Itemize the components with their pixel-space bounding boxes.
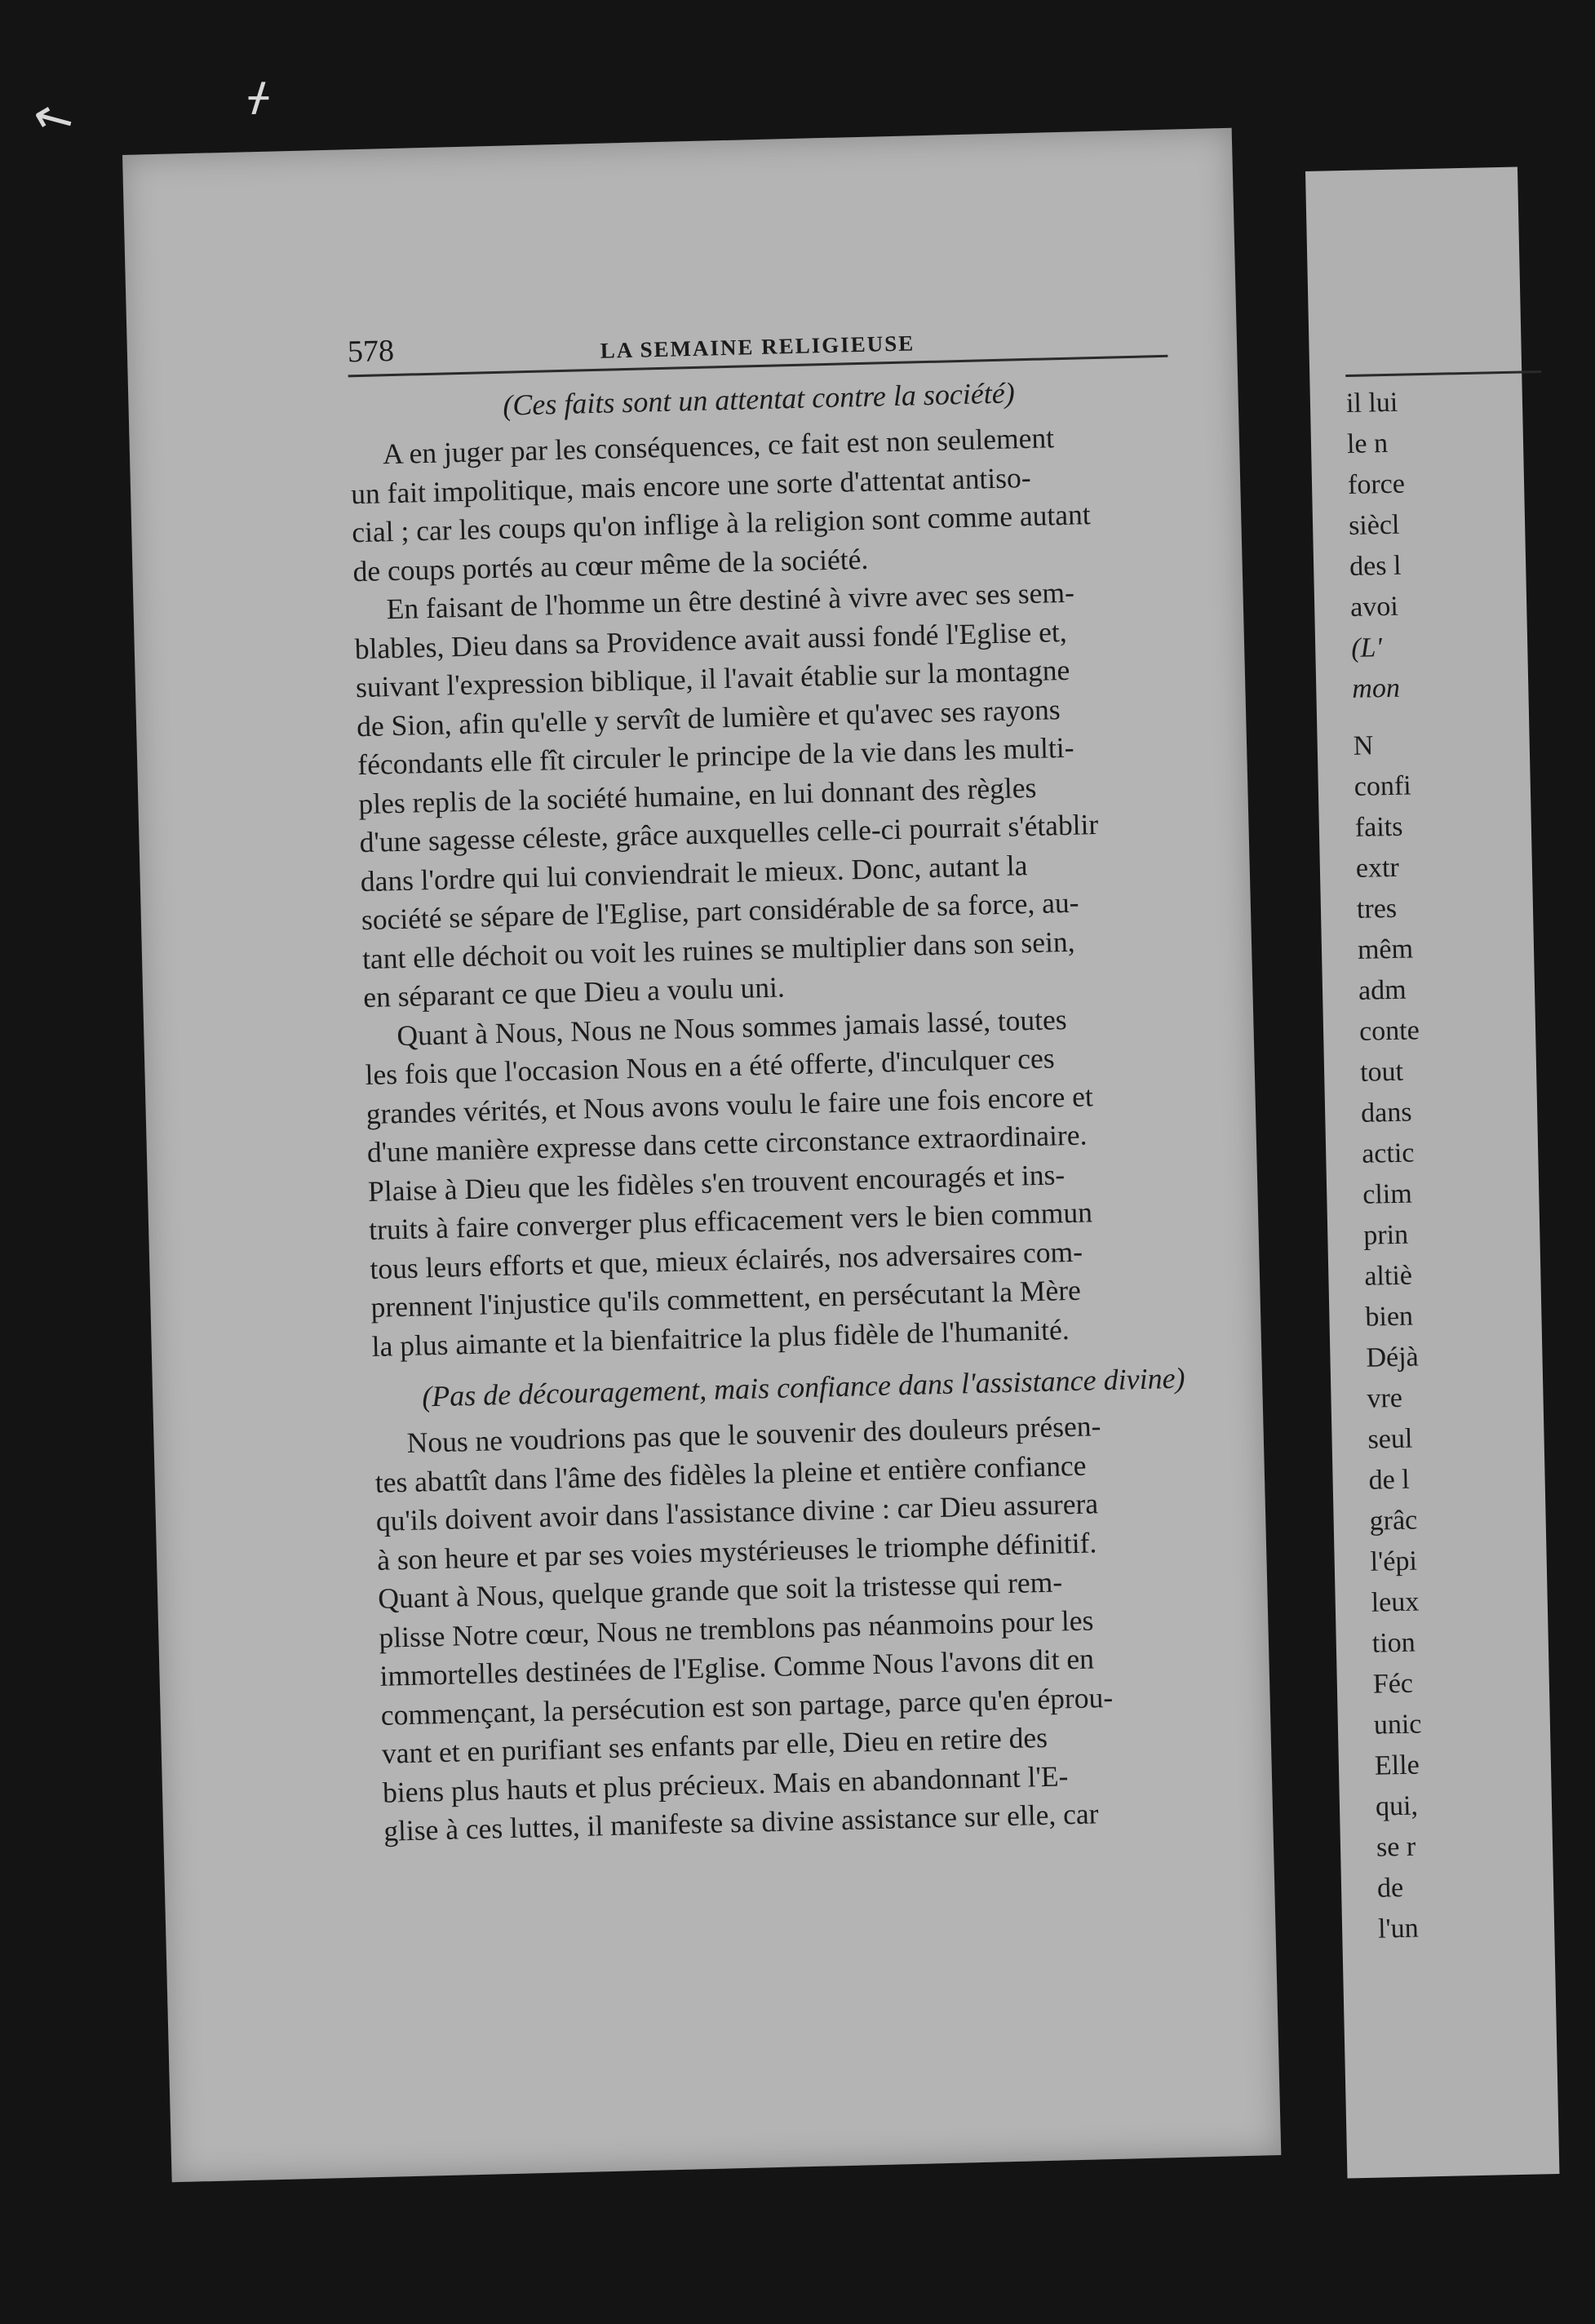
facing-page-fragment: grâc (1369, 1505, 1418, 1537)
text-line: d'une manière expresse dans cette circonstance extraordinaire. (366, 1118, 1088, 1169)
facing-page-rule (1345, 370, 1541, 377)
text-line: de coups portés au cœur même de la société. (352, 542, 869, 588)
text-line: dans l'ordre qui lui conviendrait le mieux. Donc, autant la (360, 848, 1028, 898)
text-line: Nous ne voudrions pas que le souvenir des douleurs présen- (406, 1409, 1101, 1459)
text-line: immortelles destinées de l'Eglise. Comme Nous l'avons dit en (379, 1642, 1095, 1692)
facing-page-fragment: tion (1371, 1627, 1416, 1659)
facing-page-fragment: altiè (1363, 1260, 1413, 1292)
facing-page-fragment: avoi (1349, 591, 1399, 623)
facing-page-fragment: se r (1376, 1831, 1416, 1863)
text-line: vant et en purifiant ses enfants par elle, Dieu en retire des (381, 1720, 1048, 1770)
page-number: 578 (347, 333, 395, 370)
text-line: truits à faire converger plus efficacement vers le bien commun (368, 1195, 1093, 1247)
facing-page-fragment: l'un (1377, 1913, 1420, 1945)
facing-page-fragment: (L' (1350, 632, 1383, 663)
running-title: LA SEMAINE RELIGIEUSE (600, 330, 915, 363)
facing-page-fragment: N (1353, 730, 1374, 761)
text-line: un fait impolitique, mais encore une sorte d'attentat antiso- (350, 460, 1031, 510)
facing-page-fragment: l'épi (1370, 1546, 1418, 1577)
facing-page-fragment: confi (1354, 770, 1412, 802)
text-line: les fois que l'occasion Nous en a été offerte, d'inculquer ces (365, 1041, 1055, 1092)
facing-page-fragment: tres (1356, 893, 1398, 925)
facing-page-fragment: Déjà (1366, 1342, 1420, 1373)
text-line: la plus aimante et la bienfaitrice la plus fidèle de l'humanité. (371, 1312, 1070, 1363)
text-line: ples replis de la société humaine, en lui donnant des règles (358, 770, 1037, 820)
facing-page-fragment: dans (1360, 1097, 1412, 1129)
left-page (122, 128, 1281, 2182)
facing-page-fragment: il lui (1345, 387, 1398, 419)
text-line: blables, Dieu dans sa Providence avait aussi fondé l'Eglise et, (354, 614, 1068, 665)
facing-page-fragment: mêm (1357, 934, 1414, 965)
text-line: Plaise à Dieu que les fidèles s'en trouvent encouragés et ins- (367, 1157, 1066, 1208)
facing-page-fragment: Elle (1374, 1750, 1420, 1781)
facing-page-fragment: clim (1362, 1178, 1413, 1210)
text-line: tant elle déchoit ou voit les ruines se multiplier dans son sein, (361, 925, 1075, 975)
text-line: biens plus hauts et plus précieux. Mais en abandonnant l'E- (382, 1759, 1069, 1809)
facing-page-fragment: de l (1368, 1464, 1411, 1496)
text-line: suivant l'expression biblique, il l'avait établie sur la montagne (355, 653, 1070, 704)
text-line: d'une sagesse céleste, grâce auxquelles celle-ci pourrait s'établir (359, 808, 1099, 859)
section-heading: (Ces faits sont un attentat contre la société) (502, 376, 1016, 422)
running-head (347, 301, 1167, 378)
facing-page-fragment: le n (1346, 428, 1389, 460)
text-line: plisse Notre cœur, Nous ne tremblons pas néanmoins pour les (378, 1603, 1094, 1654)
facing-page (1305, 167, 1559, 2179)
facing-page-fragment: extr (1355, 852, 1400, 884)
paragraph (353, 571, 1183, 1018)
scan-mark-top-left: ↖ (20, 83, 86, 153)
text-line: En faisant de l'homme un être destiné à vivre avec ses sem- (386, 575, 1075, 626)
text-line: A en juger par les conséquences, ce fait est non seulement (382, 421, 1055, 471)
text-line: à son heure et par ses voies mystérieuses le triomphe définitif. (376, 1525, 1097, 1577)
facing-page-fragment: des l (1349, 550, 1402, 582)
paragraph (349, 416, 1172, 591)
text-line: tes abattît dans l'âme des fidèles la pleine et entière confiance (374, 1448, 1087, 1499)
facing-page-fragment: Féc (1372, 1668, 1414, 1700)
scan-mark-top: ᚋ (249, 73, 268, 119)
facing-page-fragment: tout (1359, 1056, 1404, 1088)
facing-page-fragment: actic (1361, 1138, 1415, 1169)
facing-page-fragment: faits (1354, 811, 1403, 843)
paragraph (364, 997, 1192, 1366)
facing-page-fragment: siècl (1348, 509, 1400, 541)
text-line: fécondants elle fît circuler le principe de la vie dans les multi- (357, 730, 1074, 782)
text-line: glise à ces luttes, il manifeste sa divine assistance sur elle, car (383, 1797, 1099, 1847)
text-line: Quant à Nous, Nous ne Nous sommes jamais lassé, toutes (396, 1002, 1068, 1052)
text-line: en séparant ce que Dieu a voulu uni. (362, 970, 786, 1014)
text-line: grandes vérités, et Nous avons voulu le faire une fois encore et (366, 1079, 1094, 1130)
text-line: société se sépare de l'Eglise, part considérable de sa force, au- (361, 885, 1079, 937)
text-line: cial ; car les coups qu'on inflige à la religion sont comme autant (351, 498, 1092, 549)
section-heading: (Pas de découragement, mais confiance dans l'assistance divine) (421, 1361, 1185, 1413)
facing-page-fragment: mon (1351, 672, 1401, 704)
text-line: Quant à Nous, quelque grande que soit la tristesse qui rem- (377, 1565, 1063, 1615)
facing-page-fragment: de (1376, 1872, 1404, 1904)
text-line: qu'ils doivent avoir dans l'assistance divine : car Dieu assurera (375, 1487, 1099, 1537)
facing-page-fragment: seul (1367, 1423, 1413, 1455)
facing-page-fragment: unic (1373, 1709, 1422, 1741)
facing-page-fragment: qui, (1375, 1790, 1419, 1822)
facing-page-fragment: prin (1362, 1219, 1409, 1251)
paragraph (374, 1404, 1203, 1851)
facing-page-fragment: vre (1367, 1382, 1403, 1414)
facing-page-fragment: conte (1358, 1015, 1420, 1047)
text-line: de Sion, afin qu'elle y servît de lumière et qu'avec ses rayons (356, 692, 1061, 743)
text-line: tous leurs efforts et que, mieux éclairés, nos adversaires com- (369, 1235, 1083, 1285)
facing-page-fragment: leux (1371, 1586, 1420, 1618)
facing-page-fragment: force (1347, 468, 1406, 500)
page-content (347, 301, 1204, 1851)
facing-page-fragments (1345, 370, 1590, 1950)
text-line: commençant, la persécution est son partage, parce qu'en éprou- (380, 1680, 1114, 1732)
facing-page-fragment: bien (1365, 1301, 1414, 1333)
text-line: prennent l'injustice qu'ils commettent, en persécutant la Mère (370, 1273, 1082, 1324)
facing-page-fragment: adm (1358, 974, 1407, 1006)
